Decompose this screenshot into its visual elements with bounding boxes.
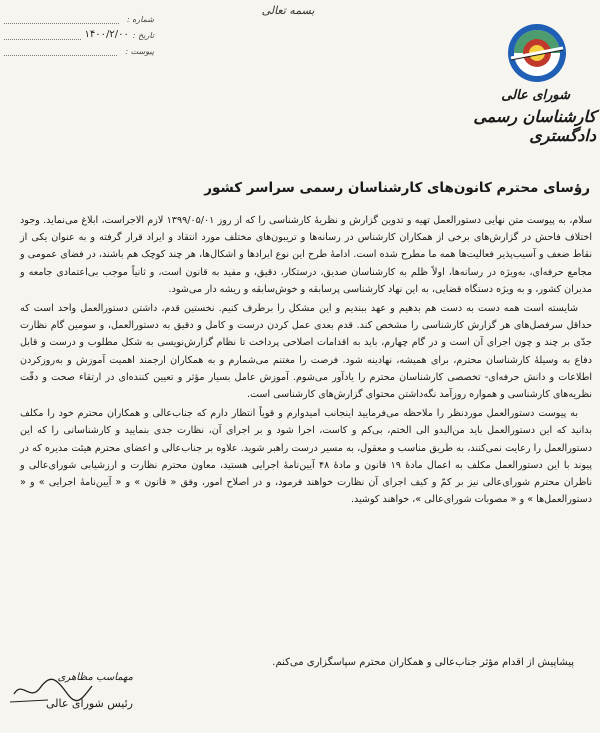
- signatory-name: مهماسب مظاهری: [57, 672, 133, 683]
- letter-body: [20, 212, 592, 508]
- basmala: بسمه تعالی: [261, 4, 315, 17]
- meta-date-label: تاریخ :: [132, 31, 154, 40]
- council-title-line2: کارشناسان رسمی دادگستری: [473, 107, 596, 145]
- council-title-line1: شورای عالی: [501, 88, 570, 103]
- letter-paragraph-3: به پیوست دستورالعمل موردنظر را ملاحظه می‌فرمایید اینجانب امیدوارم و قویاً انتظار دارم که جناب‌عالی و همکاران محترم خود را مکلف بدانید که این دستورالعمل باید من‌البدو الی الختم، بی‌کم و کاست، اجرا شود و بر اجرای آن، نظارت جدی بنمایید و کارشناسانی را که این دستورالعمل را رعایت نمی‌کنند، به طریق مناسب و معقول، به مسیر درست راهبر شوید. علاوه بر جناب‌عالی و اعضای محترم هیئت مدیره که در پیوند با این دستورالعمل مکلف به اعمال مادهٔ ۱۹ قانون و مادهٔ ۴۸ آیین‌نامهٔ اجرایی هستید، معاون محترم نظارت و ارزشیابی شورای‌عالی و ناظران محترم شورای‌عالی نیز بر کمّ و کیف اجرای آن نظارت خواهند فرمود، و در اصلاح امور، وفق « قانون » و « آیین‌نامهٔ اجرایی » و « دستورالعمل‌ها » و « مصوبات شورای‌عالی »، خواهند کوشید.: [20, 408, 592, 506]
- letter-meta: [4, 8, 154, 56]
- letter-closing: پیشاپیش از اقدام مؤثر جناب‌عالی و همکاران محترم سپاسگزاری می‌کنم.: [272, 657, 574, 668]
- meta-number-label: شماره :: [126, 15, 154, 24]
- signatory-role: رئیس شورای عالی: [45, 697, 133, 710]
- meta-number-dots: [4, 15, 119, 24]
- meta-date-dots: [4, 31, 81, 40]
- meta-date-value: ۱۴۰۰/۲/۰۰: [84, 29, 129, 40]
- meta-attachment-row: [4, 40, 154, 56]
- letter-paragraph-2: شایسته است همه دست به دست هم بدهیم و عهد ببندیم و این مشکل را برطرف کنیم. نخستین قدم، داشتن دستورالعمل واحد است که حداقل سرفصل‌های هر گزارش کارشناسی را مشخص کند. قدم بعدی عمل کردن درست و کامل و دقیق به دستورالعمل، و سومین گام نظارت جدّی بر چند و چون اجرای آن است و در گام چهارم، باید به اقدامات اصلاحی پرداخت تا نظام گزارش‌نویسی به شکل مطلوب و درست و قابل دفاع به وسیلهٔ کارشناسان محترم، برای همیشه، نهادینه شود. فرصت را مغتنم می‌شمارم و به همکاران ارجمند اهمیت آموزش و به‌روزکردن اطلاعات و دانش حرفه‌ای- تخصصی کارشناسان محترم را یادآور می‌شوم. آموزش عامل بسیار مؤثر و تعیین کننده‌ای در ارتقاء صحت و دقّت نظریه‌های کارشناسی و همواره روزآمد نگه‌داشتن محتوای گزارش‌های کارشناسی است.: [20, 303, 592, 401]
- meta-number-row: [4, 8, 154, 24]
- meta-attachment-label: پیوست :: [125, 47, 154, 56]
- meta-attachment-dots: [4, 47, 117, 56]
- letter-paragraph-1: سلام، به پیوست متن نهایی دستورالعمل تهیه و تدوین گزارش و نظریهٔ کارشناسی را که از روز ۱۳۹۹/۰۵/۰۱ لازم الاجراست، ابلاغ می‌نماید. وجود اختلاف فاحش در گزارش‌های برخی از همکاران کارشناس در رسانه‌ها و تریبون‌های مختلف مورد انتقاد و ایراد قرار گرفته و به عنوان یکی از نقاط ضعف و آسیب‌پذیر فعالیت‌ها همه ما مطرح شده است. ادامهٔ طرح این نوع ایرادها و اشکال‌ها، هر چند کوچک هم باشند، در فضای عمومی و مجامع حرفه‌ای، به‌ویژه در رسانه‌ها، اولاً ظلم به کارشناسان صدیق، درستکار، دقیق، و مفید به قانون است، و ثانیاً موجب بی‌اعتمادی جامعه و مدیران کشور، و به ویژه دستگاه قضایی، به این نهاد کارشناسی پرسابقه و خوش‌سابقه و ریشه دار می‌شود.: [20, 215, 592, 295]
- council-emblem-icon: [506, 22, 568, 84]
- letter-addressee: رؤسای محترم کانون‌های کارشناسان رسمی سراسر کشور: [204, 180, 590, 196]
- signature-scribble-icon: [8, 672, 133, 712]
- council-title: [426, 88, 596, 145]
- meta-date-row: [4, 24, 154, 40]
- signature-block: [8, 672, 133, 710]
